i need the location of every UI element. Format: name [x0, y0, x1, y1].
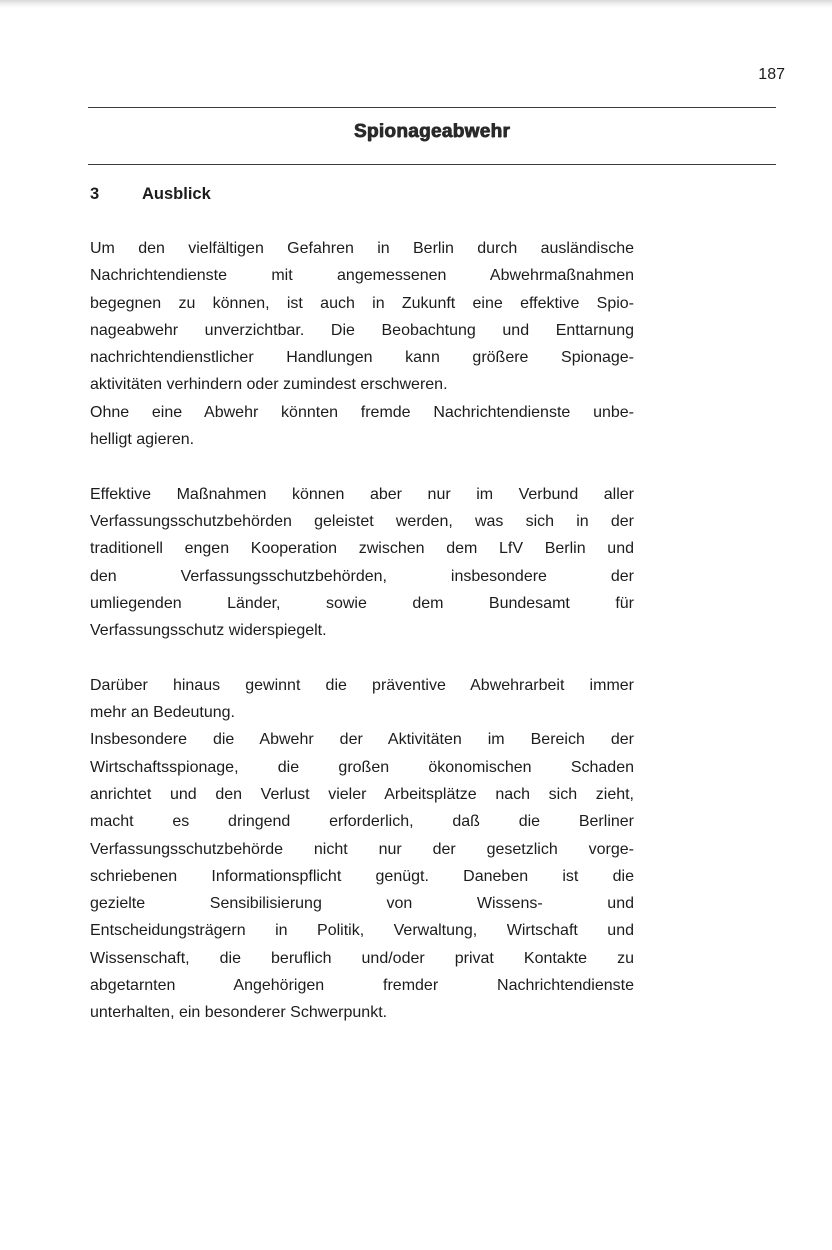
paragraph: [90, 481, 634, 645]
text-line: Effektive Maßnahmen können aber nur im Verbund aller: [90, 485, 634, 503]
text-line: traditionell engen Kooperation zwischen dem LfV Berlin und: [90, 540, 634, 558]
text-line: umliegenden Länder, sowie dem Bundesamt für: [90, 594, 634, 612]
paragraph: [90, 235, 634, 399]
body-text: [90, 235, 634, 1027]
header-rule-top: [88, 107, 776, 108]
section-number: 3: [90, 185, 100, 203]
paragraph: [90, 672, 634, 727]
text-line: nageabwehr unverzichtbar. Die Beobachtung und Enttarnung: [90, 321, 634, 339]
text-line: Wirtschaftsspionage, die großen ökonomischen Schaden: [90, 758, 634, 776]
paragraph-gap: [90, 453, 634, 480]
paragraph: [90, 399, 634, 454]
section-heading: [90, 185, 211, 204]
text-line: mehr an Bedeutung.: [90, 704, 235, 722]
text-line: Insbesondere die Abwehr der Aktivitäten im Bereich der: [90, 731, 634, 749]
text-line: helligt agieren.: [90, 431, 195, 449]
paragraph-gap: [90, 644, 634, 671]
text-line: abgetarnten Angehörigen fremder Nachrichtendienste: [90, 977, 634, 995]
text-line: den Verfassungsschutzbehörden, insbesondere der: [90, 567, 634, 585]
text-line: unterhalten, ein besonderer Schwerpunkt.: [90, 1004, 388, 1022]
text-line: macht es dringend erforderlich, daß die Berliner: [90, 813, 634, 831]
text-line: begegnen zu können, ist auch in Zukunft eine effektive Spio-: [90, 294, 634, 312]
text-line: Um den vielfältigen Gefahren in Berlin durch ausländische: [90, 240, 634, 257]
section-title: Ausblick: [142, 185, 211, 203]
text-line: aktivitäten verhindern oder zumindest erschweren.: [90, 376, 448, 394]
text-line: Verfassungsschutzbehörden geleistet werden, was sich in der: [90, 512, 634, 530]
paragraph: [90, 726, 634, 1026]
page-number: 187: [758, 66, 785, 83]
text-line: Nachrichtendienste mit angemessenen Abwehrmaßnahmen: [90, 267, 634, 285]
text-line: Entscheidungsträgern in Politik, Verwaltung, Wirtschaft und: [90, 922, 634, 940]
text-line: schriebenen Informationspflicht genügt. Daneben ist die: [90, 867, 634, 885]
text-line: Verfassungsschutzbehörde nicht nur der gesetzlich vorge-: [90, 840, 634, 858]
text-line: nachrichtendienstlicher Handlungen kann größere Spionage-: [90, 349, 634, 367]
text-line: anrichtet und den Verlust vieler Arbeitsplätze nach sich zieht,: [90, 785, 634, 803]
text-line: Wissenschaft, die beruflich und/oder privat Kontakte zu: [90, 949, 634, 967]
header-rule-bottom: [88, 164, 776, 165]
text-line: Ohne eine Abwehr könnten fremde Nachrichtendienste unbe-: [90, 403, 634, 421]
text-line: Darüber hinaus gewinnt die präventive Abwehrarbeit immer: [90, 676, 634, 694]
scan-edge: [0, 0, 832, 8]
text-line: gezielte Sensibilisierung von Wissens- und: [90, 895, 634, 913]
text-line: Verfassungsschutz widerspiegelt.: [90, 622, 327, 640]
running-header-title: Spionageabwehr: [353, 121, 511, 142]
